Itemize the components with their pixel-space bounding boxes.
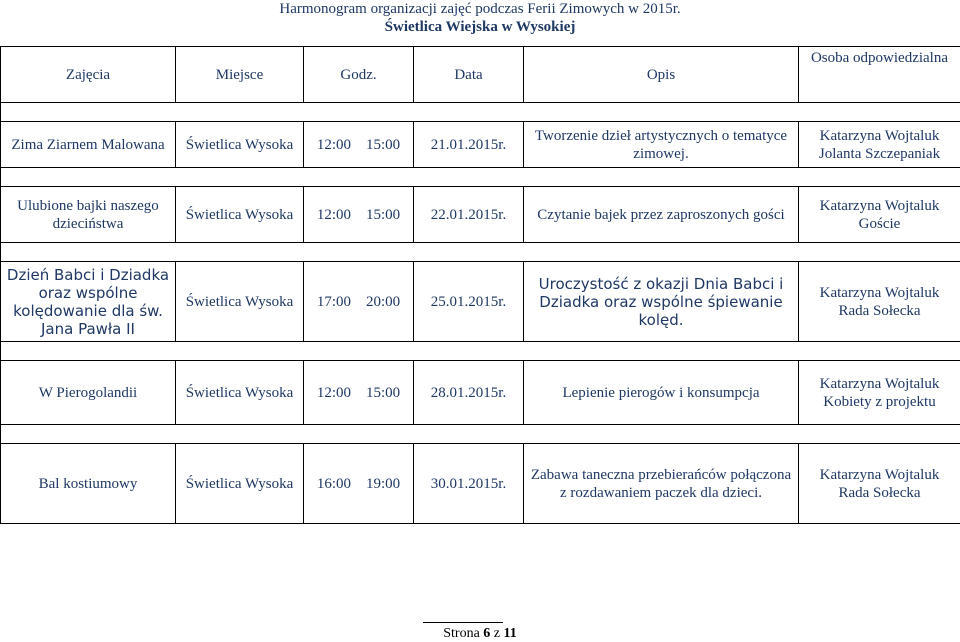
date-cell: 30.01.2015r. (414, 444, 524, 524)
document-title: Harmonogram organizacji zajęć podczas Ferii Zimowych w 2015r. (279, 1, 681, 17)
place-cell: Świetlica Wysoka (176, 187, 304, 243)
person-secondary: Rada Sołecka (838, 484, 921, 501)
table-row (1, 262, 960, 342)
activity-cell: Zima Ziarnem Malowana (1, 122, 176, 168)
row-spacer (1, 425, 960, 444)
time-to: 19:00 (366, 475, 401, 492)
column-header-activity: Zajęcia (1, 47, 176, 103)
document-header (0, 0, 960, 36)
activity-cell: W Pierogolandii (1, 361, 176, 425)
person-secondary: Kobiety z projektu (823, 393, 936, 410)
row-spacer (1, 342, 960, 361)
activity-cell: Dzień Babci i Dziadka oraz wspólne kolędowanie dla św. Jana Pawła II (1, 262, 176, 342)
table-row (1, 444, 960, 524)
time-from: 12:00 (316, 206, 351, 223)
activity-cell: Bal kostiumowy (1, 444, 176, 524)
place-cell: Świetlica Wysoka (176, 444, 304, 524)
person-cell (799, 122, 960, 168)
column-header-person: Osoba odpowiedzialna (799, 47, 960, 103)
person-primary: Katarzyna Wojtaluk (819, 375, 940, 392)
column-header-time: Godz. (304, 47, 414, 103)
schedule-table (0, 46, 960, 524)
column-header-date: Data (414, 47, 524, 103)
page-label: Strona (443, 626, 480, 641)
date-cell: 21.01.2015r. (414, 122, 524, 168)
person-primary: Katarzyna Wojtaluk (819, 284, 940, 301)
place-cell: Świetlica Wysoka (176, 361, 304, 425)
time-from: 16:00 (316, 475, 351, 492)
person-cell (799, 187, 960, 243)
column-header-description: Opis (524, 47, 799, 103)
person-primary: Katarzyna Wojtaluk (819, 466, 940, 483)
row-spacer (1, 243, 960, 262)
place-cell: Świetlica Wysoka (176, 122, 304, 168)
activity-cell: Ulubione bajki naszego dzieciństwa (1, 187, 176, 243)
time-cell (304, 187, 414, 243)
person-secondary: Jolanta Szczepaniak (818, 145, 941, 162)
person-cell (799, 262, 960, 342)
page-footer (0, 626, 960, 642)
time-cell (304, 444, 414, 524)
page-separator: z (493, 626, 501, 641)
time-to: 15:00 (366, 384, 401, 401)
date-cell: 28.01.2015r. (414, 361, 524, 425)
page-current: 6 (483, 626, 491, 641)
description-cell: Czytanie bajek przez zaproszonych gości (524, 187, 799, 243)
description-cell: Tworzenie dzieł artystycznych o tematyce zimowej. (524, 122, 799, 168)
table-row (1, 122, 960, 168)
time-cell (304, 122, 414, 168)
header-row (1, 47, 960, 103)
table-row (1, 187, 960, 243)
date-cell: 22.01.2015r. (414, 187, 524, 243)
time-cell (304, 262, 414, 342)
time-cell (304, 361, 414, 425)
row-spacer (1, 103, 960, 122)
person-cell (799, 444, 960, 524)
time-from: 12:00 (316, 136, 351, 153)
page-total: 11 (503, 626, 517, 641)
document-subtitle: Świetlica Wiejska w Wysokiej (384, 19, 576, 35)
person-secondary: Rada Sołecka (838, 302, 921, 319)
time-from: 12:00 (316, 384, 351, 401)
person-cell (799, 361, 960, 425)
time-to: 15:00 (366, 206, 401, 223)
description-cell: Uroczystość z okazji Dnia Babci i Dziadka oraz wspólne śpiewanie kolęd. (524, 262, 799, 342)
footer-divider (423, 622, 503, 623)
description-cell: Lepienie pierogów i konsumpcja (524, 361, 799, 425)
table-row (1, 361, 960, 425)
person-primary: Katarzyna Wojtaluk (819, 197, 940, 214)
description-cell: Zabawa taneczna przebierańców połączona z rozdawaniem paczek dla dzieci. (524, 444, 799, 524)
column-header-place: Miejsce (176, 47, 304, 103)
time-from: 17:00 (316, 293, 351, 310)
place-cell: Świetlica Wysoka (176, 262, 304, 342)
row-spacer (1, 168, 960, 187)
person-primary: Katarzyna Wojtaluk (819, 127, 940, 144)
time-to: 20:00 (366, 293, 401, 310)
person-secondary: Goście (858, 215, 901, 232)
time-to: 15:00 (366, 136, 401, 153)
date-cell: 25.01.2015r. (414, 262, 524, 342)
